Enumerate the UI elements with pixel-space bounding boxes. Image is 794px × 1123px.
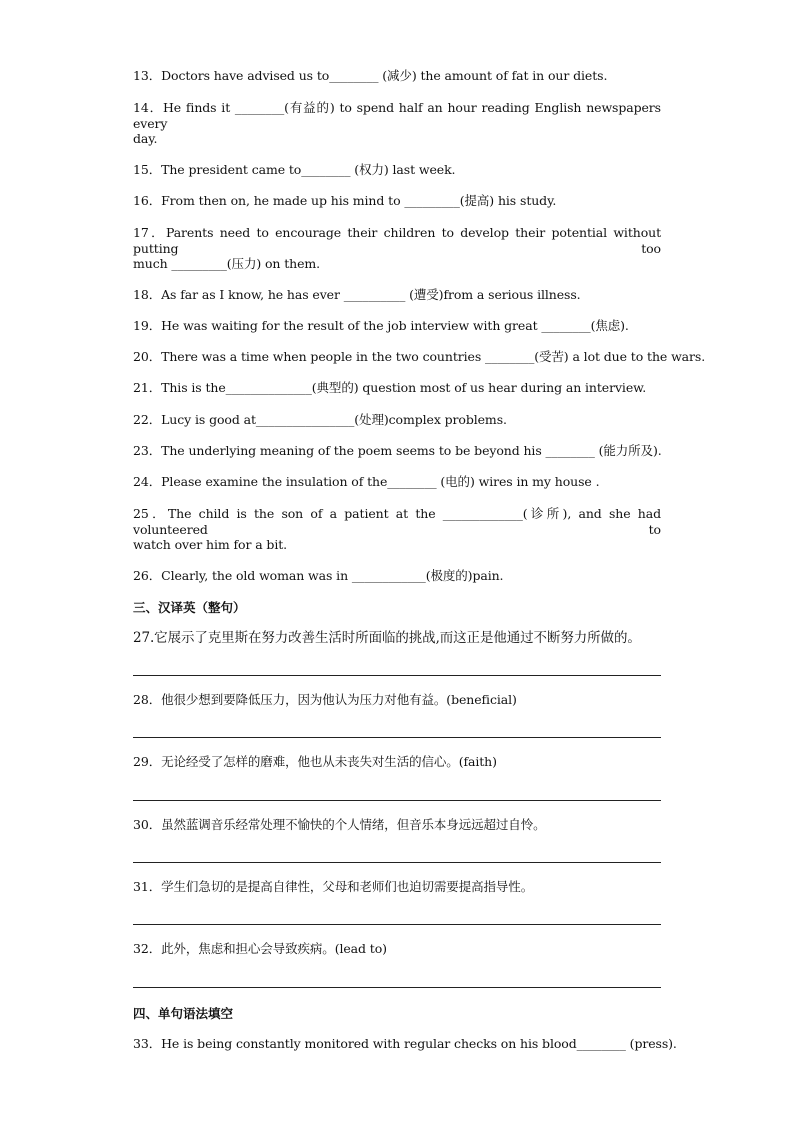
answer-line-27[interactable]: [133, 675, 661, 676]
question-14: 14．He finds it ________(有益的) to spend half an hour reading English newspapers every: [133, 100, 661, 131]
question-17-continued: much _________(压力) on them.: [133, 256, 321, 271]
answer-line-30[interactable]: [133, 862, 661, 863]
question-31: 31．学生们急切的是提高自律性，父母和老师们也迫切需要提高指导性。: [133, 879, 534, 894]
answer-line-32[interactable]: [133, 987, 661, 988]
question-27: 27.它展示了克里斯在努力改善生活时所面临的挑战,而这正是他通过不断努力所做的。: [133, 630, 641, 646]
question-17: 17．Parents need to encourage their children to develop their potential without putting too: [133, 225, 661, 256]
question-23: 23．The underlying meaning of the poem seems to be beyond his ________ (能力所及).: [133, 443, 662, 458]
question-20: 20．There was a time when people in the two countries ________(受苦) a lot due to the wars.: [133, 349, 706, 364]
question-28: 28．他很少想到要降低压力，因为他认为压力对他有益。(beneficial): [133, 692, 517, 707]
question-33: 33．He is being constantly monitored with regular checks on his blood________ (press).: [133, 1036, 677, 1051]
question-25: 25．The child is the son of a patient at the _____________(诊所), and she had volunteered to: [133, 506, 661, 537]
answer-line-28[interactable]: [133, 737, 661, 738]
question-14-continued: day.: [133, 131, 158, 146]
question-25-continued: watch over him for a bit.: [133, 537, 288, 552]
question-19: 19．He was waiting for the result of the job interview with great ________(焦虑).: [133, 318, 629, 333]
section-4-title: 四、单句语法填空: [133, 1006, 234, 1021]
question-24: 24．Please examine the insulation of the________ (电的) wires in my house .: [133, 474, 600, 489]
question-15: 15．The president came to________ (权力) last week.: [133, 162, 456, 177]
answer-line-29[interactable]: [133, 800, 661, 801]
question-29: 29．无论经受了怎样的磨难，他也从未丧失对生活的信心。(faith): [133, 754, 497, 769]
question-13: 13．Doctors have advised us to________ (减少) the amount of fat in our diets.: [133, 68, 608, 83]
section-3-title: 三、汉译英（整句）: [133, 600, 246, 615]
question-30: 30．虽然蓝调音乐经常处理不愉快的个人情绪，但音乐本身远远超过自怜。: [133, 817, 546, 832]
question-16: 16．From then on, he made up his mind to _________(提高) his study.: [133, 193, 557, 208]
question-32: 32．此外，焦虑和担心会导致疾病。(lead to): [133, 941, 387, 956]
question-18: 18．As far as I know, he has ever __________ (遭受)from a serious illness.: [133, 287, 581, 302]
question-21: 21．This is the______________(典型的) question most of us hear during an interview.: [133, 380, 647, 395]
question-22: 22．Lucy is good at________________(处理)complex problems.: [133, 412, 507, 427]
answer-line-31[interactable]: [133, 924, 661, 925]
question-26: 26．Clearly, the old woman was in ____________(极度的)pain.: [133, 568, 504, 583]
